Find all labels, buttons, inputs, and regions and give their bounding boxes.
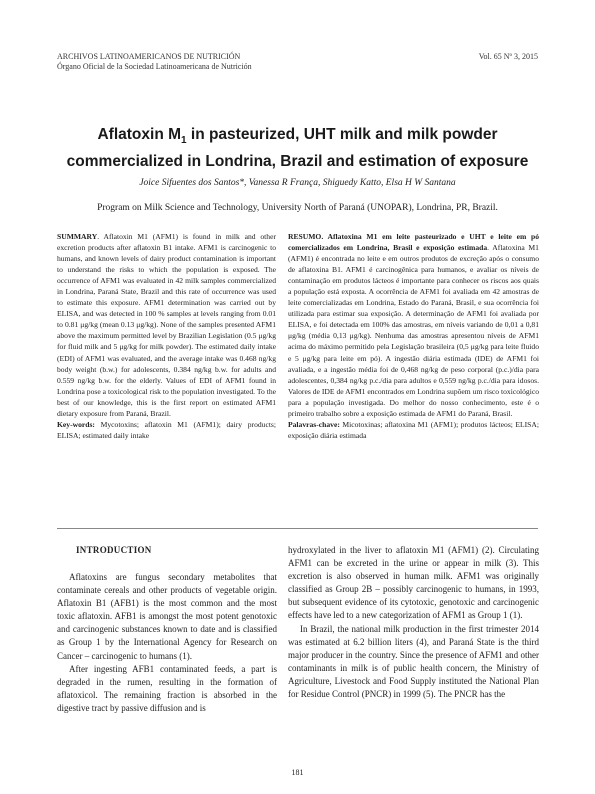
summary-text: SUMMARY. Aflatoxin M1 (AFM1) is found in milk and other excretion products after aflatoxin B1 intake. AFM1 is carcinogenic to humans, and known levels of dairy product contamination is important to understand the risks to which the population is exposed. The occurrence of AFM1 was evaluated in 42 milk samples commercialized in Londrina, Paraná State, Brazil and this rate of occurrence was used to estimate this exposure. AFM1 determination was carried out by ELISA, and was detected in 100 % samples at levels ranging from 0.01 to 0.81 μg/kg (mean 0.13 μg/kg). None of the samples presented AFM1 above the maximum permitted level by Brazilian Legislation (0.5 μg/kg for fluid milk and 5 μg/kg for milk powder). The estimated daily intake (EDI) of AFM1 was evaluated, and the average intake was 0.468 ng/kg body weight (b.w.) for adolescents, 0.384 ng/kg b.w. for adults and 0.559 ng/kg b.w. for the elderly. Values of EDI of AFM1 found in Londrina pose a toxicological risk to the population investigated. To the best of our knowledge, this is the first report on estimated AFM1 dietary exposure from Paraná, Brazil. [57, 232, 276, 418]
summary-keywords: Key-words: Mycotoxins; aflatoxin M1 (AFM1); dairy products; ELISA; estimated daily intake [57, 419, 276, 440]
page-number: 181 [291, 768, 304, 777]
journal-name: ARCHIVOS LATINOAMERICANOS DE NUTRICIÓN [57, 52, 241, 61]
article-title-line1: Aflatoxin $M_1$ in pasteurized, UHT milk and milk powder [97, 126, 498, 147]
article-title [40, 124, 555, 172]
intro-paragraph-1: Aflatoxins are fungus secondary metabolites that contaminate cereals and other products of vegetable origin. Aflatoxin B1 (AFB1) is the most common and the most toxic aflatoxin. AFB1 is amongst the most potent genotoxic and carcinogenic substances known to date and is classified as Group 1 by the International Agency for Research on Cancer – carcinogenic to humans (1). [57, 572, 277, 661]
body-left-column [57, 571, 277, 715]
intro-paragraph-4: In Brazil, the national milk production in the first trimester 2014 was estimated at 6.2 billion liters (4), and Paraná State is the third major producer in the country. Since the presence of AFM1 and other contaminants in milk is of public health concern, the Ministry of Agriculture, Livestock and Food Supply instituted the National Plan for Residue Control (PNCR) in 1999 (5). The PNCR has the [288, 623, 539, 700]
intro-paragraph-2: After ingesting AFB1 contaminated feeds, a part is degraded in the rumen, resulting in the formation of aflatoxicol. The remaining fraction is absorbed in the digestive tract by passive diffusion and is [57, 663, 277, 713]
article-affiliation: Program on Milk Science and Technology, University North of Paraná (UNOPAR), Londrina, PR, Brazil. [97, 203, 498, 213]
article-authors: Joice Sifuentes dos Santos*, Vanessa R França, Shiguedy Katto, Elsa H W Santana [139, 178, 456, 188]
resumo-text: RESUMO. Aflatoxina M1 em leite pasteurizado e UHT e leite em pó comercializados em Londrina, Brasil e exposição estimada. Aflatoxina M1 (AFM1) é encontrada no leite e em outros produtos de excreção após o consumo de aflatoxina B1. AFM1 é carcinogênica para humanos, e avaliar os níveis de contaminação em produtos lácteos é importante para conhecer os riscos aos quais a população está exposta. A ocorrência de AFM1 foi avaliada em 42 amostras de leite comercializadas em Londrina, Estado do Paraná, Brasil, e sua ocorrência foi utilizada para estimar sua exposição. A determinação de AFM1 foi avaliada por ELISA, e foi detectada em 100% das amostras, em níveis variando de 0,01 a 0,81 μg/kg (média 0,13 μg/kg). Nenhuma das amostras apresentou níveis de AFM1 acima do máximo permitido pela Legislação brasileira (0,5 μg/kg para leite fluido e 5 μg/kg para leite em pó). A ingestão diária estimada (IDE) de AFM1 foi avaliada, e a ingestão média foi de 0,468 ng/kg de peso corporal (p.c.)/dia para adolescentes, 0,384 ng/kg p.c./dia para adultos e 0,559 ng/kg p.c./dia para idosos. Valores de IDE de AFM1 encontrados em Londrina supõem um risco toxicológico para a população investigada. Do melhor do nosso conhecimento, este é o primeiro trabalho sobre a exposição estimada de AFM1 do Paraná, Brasil. [288, 232, 539, 418]
intro-paragraph-3: hydroxylated in the liver to aflatoxin M1 (AFM1) (2). Circulating AFM1 can be excreted in the urine or appear in milk (3). This excretion is also observed in human milk. AFM1 was originally classified as Group 2B – possibly carcinogenic to humans, in 1993, but subsequent evidence of its cytotoxic, genotoxic and carcinogenic effects have led to a new categorization of AFM1 as Group 1 (1). [288, 545, 539, 621]
journal-organ: Órgano Oficial de la Sociedad Latinoamericana de Nutrición [57, 62, 252, 71]
body-right-column [288, 544, 539, 701]
journal-volume: Vol. 65 Nº 3, 2015 [478, 52, 538, 61]
introduction-heading: INTRODUCTION [76, 545, 152, 555]
section-divider [57, 528, 538, 529]
resumo-keywords: Palavras-chave: Micotoxinas; aflatoxina M1 (AFM1); produtos lácteos; ELISA; exposição diária estimada [288, 419, 539, 440]
resumo-abstract [288, 231, 539, 441]
article-title-line2: commercialized in Londrina, Brazil and estimation of exposure [66, 153, 529, 171]
summary-abstract [57, 231, 276, 441]
